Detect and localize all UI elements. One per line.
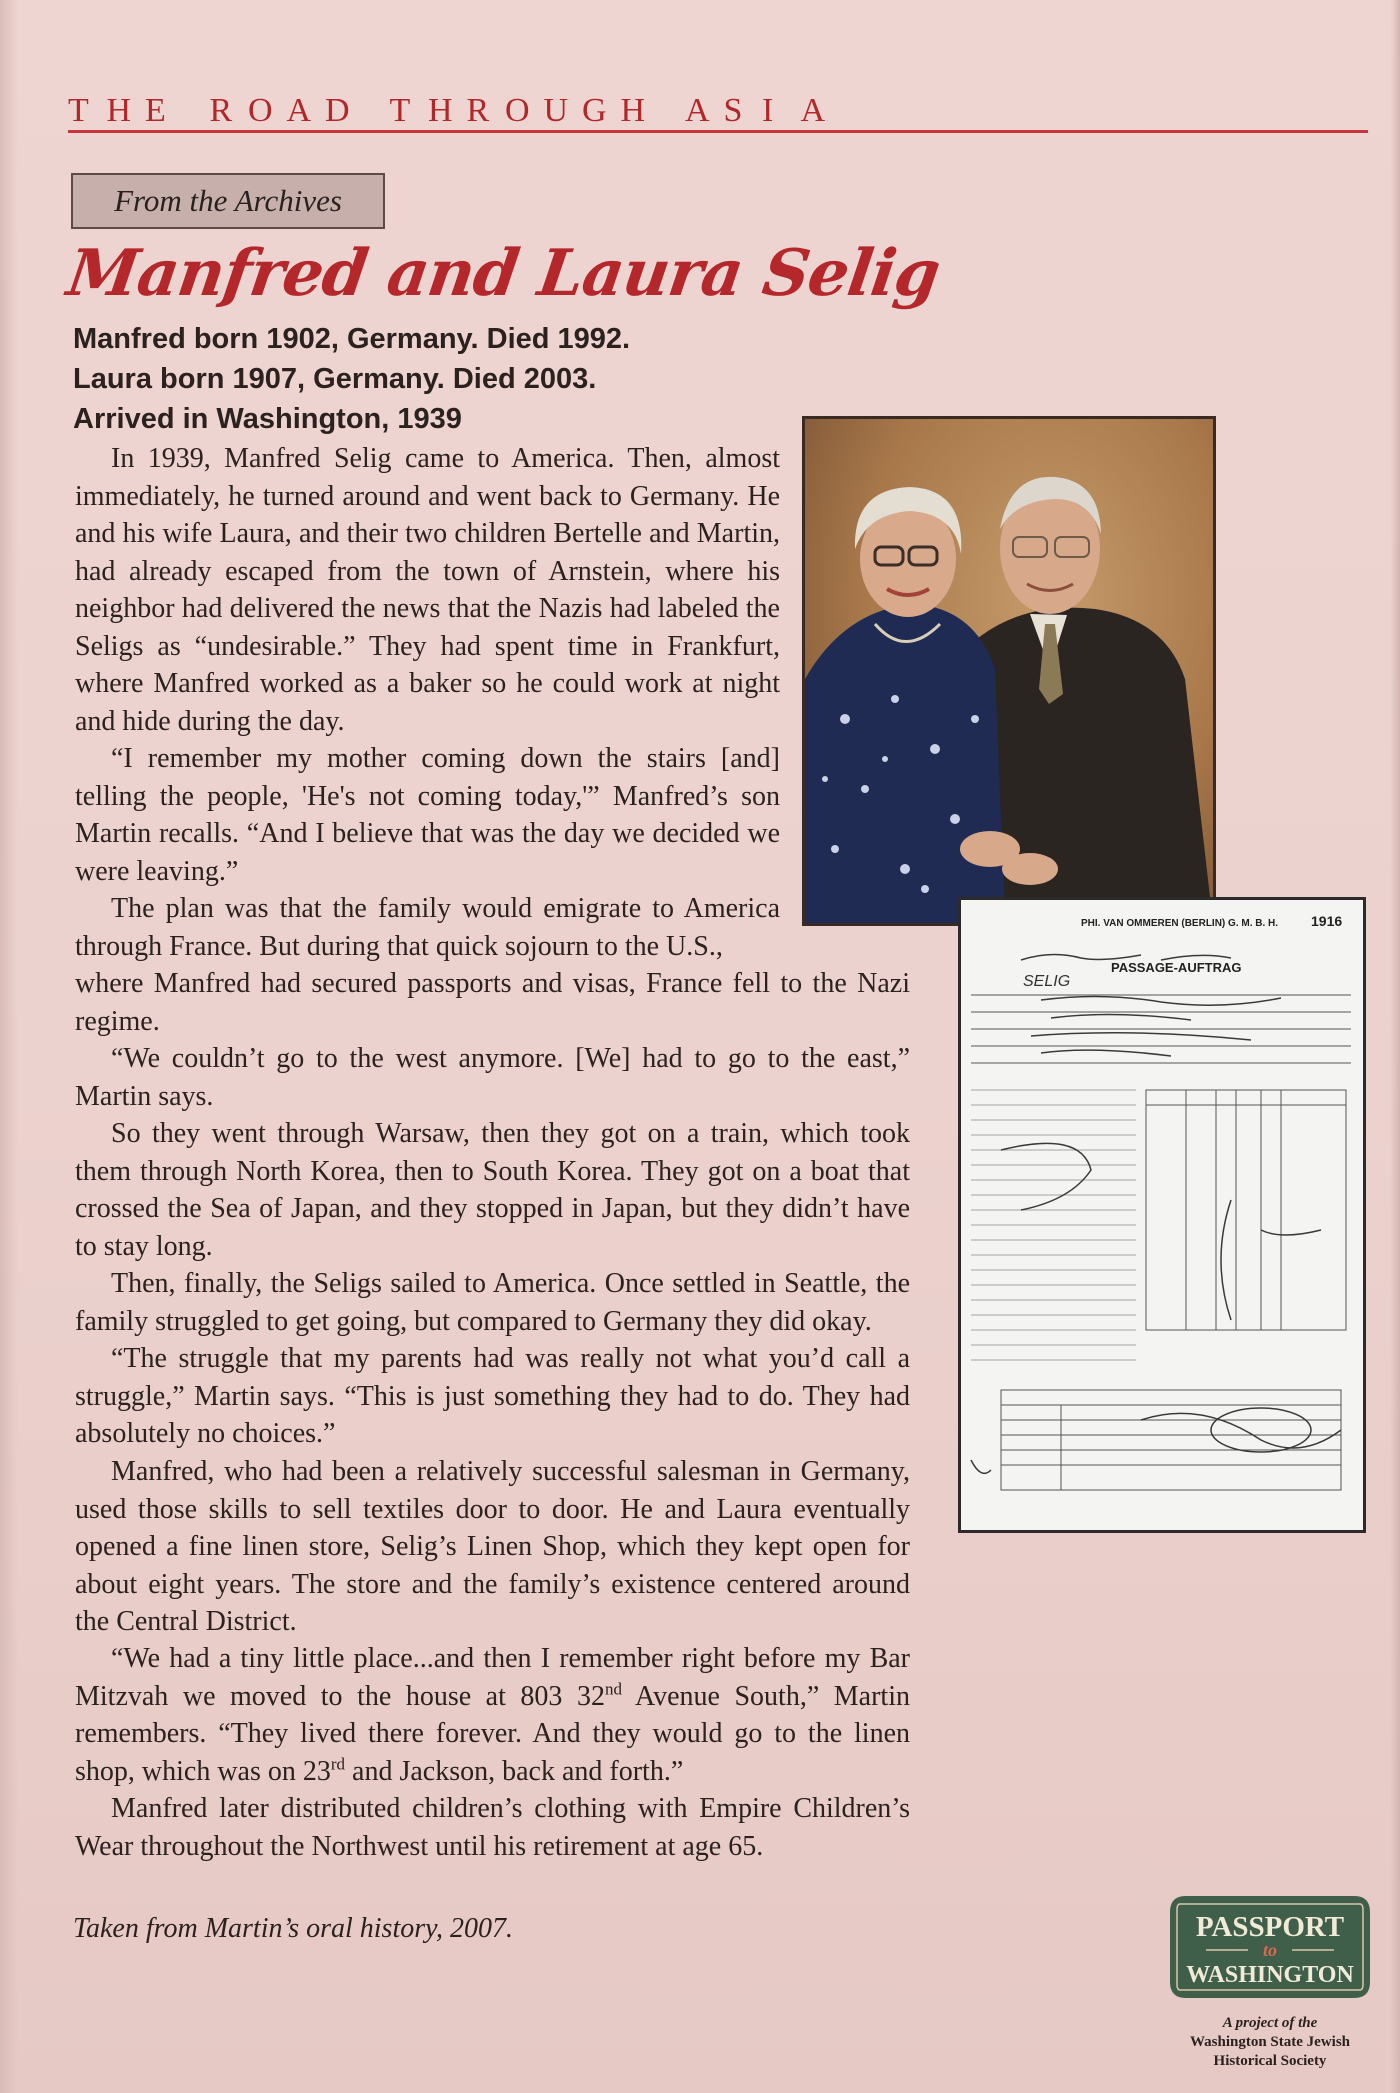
- paragraph-8: Manfred, who had been a relatively successful salesman in Germany, used those skills to sell textiles door to door. He and Laura eventually opened a fine linen store, Selig’s Linen Shop, which they kept open for about eight years. The store and the family’s existence centered around the Central District.: [75, 1456, 910, 1637]
- header-letter: R: [209, 92, 233, 129]
- header-letter: A: [685, 92, 710, 129]
- header-letter: T: [68, 92, 89, 129]
- header-letter: D: [325, 92, 350, 129]
- badge-caption-line-1: A project of the: [1222, 2015, 1318, 2031]
- header-letter: A: [286, 92, 312, 129]
- badge-line-2: to: [1262, 1940, 1278, 1960]
- document-company: PHI. VAN OMMEREN (BERLIN) G. M. B. H.: [1081, 918, 1279, 929]
- header-letter: R: [466, 92, 490, 129]
- header-letter: O: [505, 92, 530, 129]
- page-edge-shadow-right: [1390, 0, 1400, 2093]
- header-letter: E: [145, 92, 166, 129]
- badge-caption-line-2: Washington State Jewish Historical Society: [1189, 2034, 1351, 2069]
- subhead-laura: Laura born 1907, Germany. Died 2003.: [73, 363, 597, 395]
- passage-document-illustration: [961, 900, 1363, 1530]
- archives-label-box: [71, 173, 385, 229]
- paragraph-5: So they went through Warsaw, then they got on a train, which took them through North Korea, then to South Korea. They got on a boat that crossed the Sea of Japan, and they stopped in Japan, but they didn’t have to stay long.: [75, 1118, 910, 1262]
- document-heading: PASSAGE-AUFTRAG: [1111, 960, 1242, 975]
- superscript-rd: rd: [330, 1754, 346, 1774]
- header-letter: O: [248, 92, 273, 129]
- couple-portrait-photo: [802, 416, 1216, 926]
- header-letter: S: [723, 92, 743, 129]
- document-name: SELIG: [1023, 973, 1071, 990]
- subhead-arrival: Arrived in Washington, 1939: [73, 403, 462, 435]
- paragraph-10: Manfred later distributed children’s clothing with Empire Children’s Wear throughout the Northwest until his retirement at age 65.: [75, 1793, 910, 1862]
- header-letter: G: [582, 92, 607, 129]
- paragraph-7: “The struggle that my parents had was really not what you’d call a struggle,” Martin says. “This is just something they had to do. They had absolutely no choices.”: [75, 1343, 910, 1449]
- paragraph-1: In 1939, Manfred Selig came to America. Then, almost immediately, he turned around and went back to Germany. He and his wife Laura, and their two children Bertelle and Martin, had already escaped from the town of Arnstein, where his neighbor had delivered the news that the Nazis had labeled the Seligs as “undesirable.” They had spent time in Frankfurt, where Manfred worked as a baker so he could work at night and hide during the day.: [75, 443, 780, 737]
- passport-to-washington-logo: [1166, 1888, 1374, 2006]
- header-letter: H: [620, 92, 646, 129]
- badge-line-3: WASHINGTON: [1186, 1962, 1354, 1988]
- document-number: 1916: [1311, 913, 1343, 929]
- paragraph-6: Then, finally, the Seligs sailed to America. Once settled in Seattle, the family struggled to get going, but compared to Germany they did okay.: [75, 1268, 910, 1337]
- paragraph-9-text-b: Avenue South,” Martin remembers. “They lived there forever. And they would go to the linen shop, which was on 23: [75, 1680, 910, 1787]
- paragraph-9-text-c: and Jackson, back and forth.”: [345, 1755, 684, 1787]
- header-letter: H: [428, 92, 453, 129]
- header-divider: [68, 130, 1368, 133]
- portrait-illustration: [805, 419, 1213, 923]
- paragraph-3b: where Manfred had secured passports and visas, France fell to the Nazi regime.: [75, 968, 910, 1037]
- subhead-manfred: Manfred born 1902, Germany. Died 1992.: [73, 323, 631, 355]
- header-letter: I: [762, 92, 774, 129]
- paragraph-9: [75, 1640, 910, 1790]
- paragraph-2: “I remember my mother coming down the stairs [and] telling the people, 'He's not coming today,'” Manfred’s son Martin recalls. “And I believe that was the day we decided we were leaving.”: [75, 743, 780, 887]
- badge-caption: [1180, 2014, 1360, 2071]
- page-edge-shadow-left: [0, 0, 18, 2093]
- passage-document-image: [958, 897, 1366, 1533]
- page-title: Manfred and Laura Selig: [62, 236, 944, 311]
- header-letter: A: [800, 92, 826, 129]
- header-letter: T: [389, 92, 411, 129]
- header-letter: H: [106, 92, 132, 129]
- paragraph-9-text-a: “We had a tiny little place...and then I remember right before my Bar Mitzvah we moved to the house at 803 32: [75, 1643, 910, 1712]
- credit-line: Taken from Martin’s oral history, 2007.: [73, 1913, 514, 1944]
- badge-line-1: PASSPORT: [1195, 1911, 1345, 1943]
- header-letter: U: [543, 92, 569, 129]
- archives-label: From the Archives: [114, 183, 342, 218]
- superscript-nd: nd: [604, 1679, 622, 1699]
- paragraph-4: “We couldn’t go to the west anymore. [We] had to go to the east,” Martin says.: [75, 1043, 910, 1112]
- paragraph-3a: The plan was that the family would emigrate to America through France. But during that quick sojourn to the U.S.,: [75, 893, 780, 962]
